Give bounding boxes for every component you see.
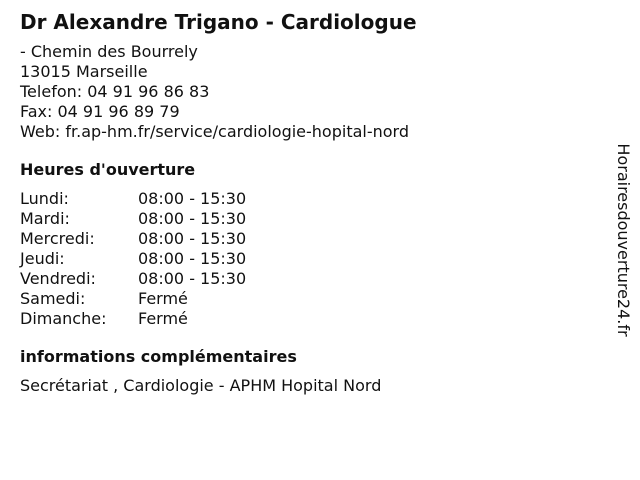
hours-value: 08:00 - 15:30 — [138, 269, 247, 288]
hours-value: 08:00 - 15:30 — [138, 209, 247, 228]
info-heading: informations complémentaires — [20, 347, 297, 366]
hours-row — [20, 309, 600, 329]
hours-table — [20, 189, 600, 329]
hours-row — [20, 269, 600, 289]
address-block — [20, 42, 600, 142]
hours-day: Vendredi: — [20, 269, 96, 288]
fax-number: Fax: 04 91 96 89 79 — [20, 102, 180, 121]
city-address: 13015 Marseille — [20, 62, 148, 81]
hours-row — [20, 249, 600, 269]
hours-heading: Heures d'ouverture — [20, 160, 196, 179]
practice-card — [20, 8, 600, 396]
hours-day: Lundi: — [20, 189, 69, 208]
phone-number: Telefon: 04 91 96 86 83 — [20, 82, 210, 101]
hours-value: 08:00 - 15:30 — [138, 249, 247, 268]
website-link: Web: fr.ap-hm.fr/service/cardiologie-hopital-nord — [20, 122, 409, 141]
hours-row — [20, 209, 600, 229]
street-address: - Chemin des Bourrely — [20, 42, 198, 61]
hours-value: 08:00 - 15:30 — [138, 189, 247, 208]
hours-row — [20, 189, 600, 209]
hours-day: Dimanche: — [20, 309, 107, 328]
page-title: Dr Alexandre Trigano - Cardiologue — [20, 10, 417, 34]
hours-value: Fermé — [138, 289, 188, 308]
hours-day: Mercredi: — [20, 229, 95, 248]
hours-row — [20, 289, 600, 309]
hours-day: Samedi: — [20, 289, 86, 308]
brand-watermark: Horairesdouverture24.fr — [614, 143, 633, 337]
hours-day: Mardi: — [20, 209, 70, 228]
hours-value: Fermé — [138, 309, 188, 328]
hours-row — [20, 229, 600, 249]
hours-day: Jeudi: — [20, 249, 65, 268]
hours-value: 08:00 - 15:30 — [138, 229, 247, 248]
info-text: Secrétariat , Cardiologie - APHM Hopital Nord — [20, 376, 382, 395]
